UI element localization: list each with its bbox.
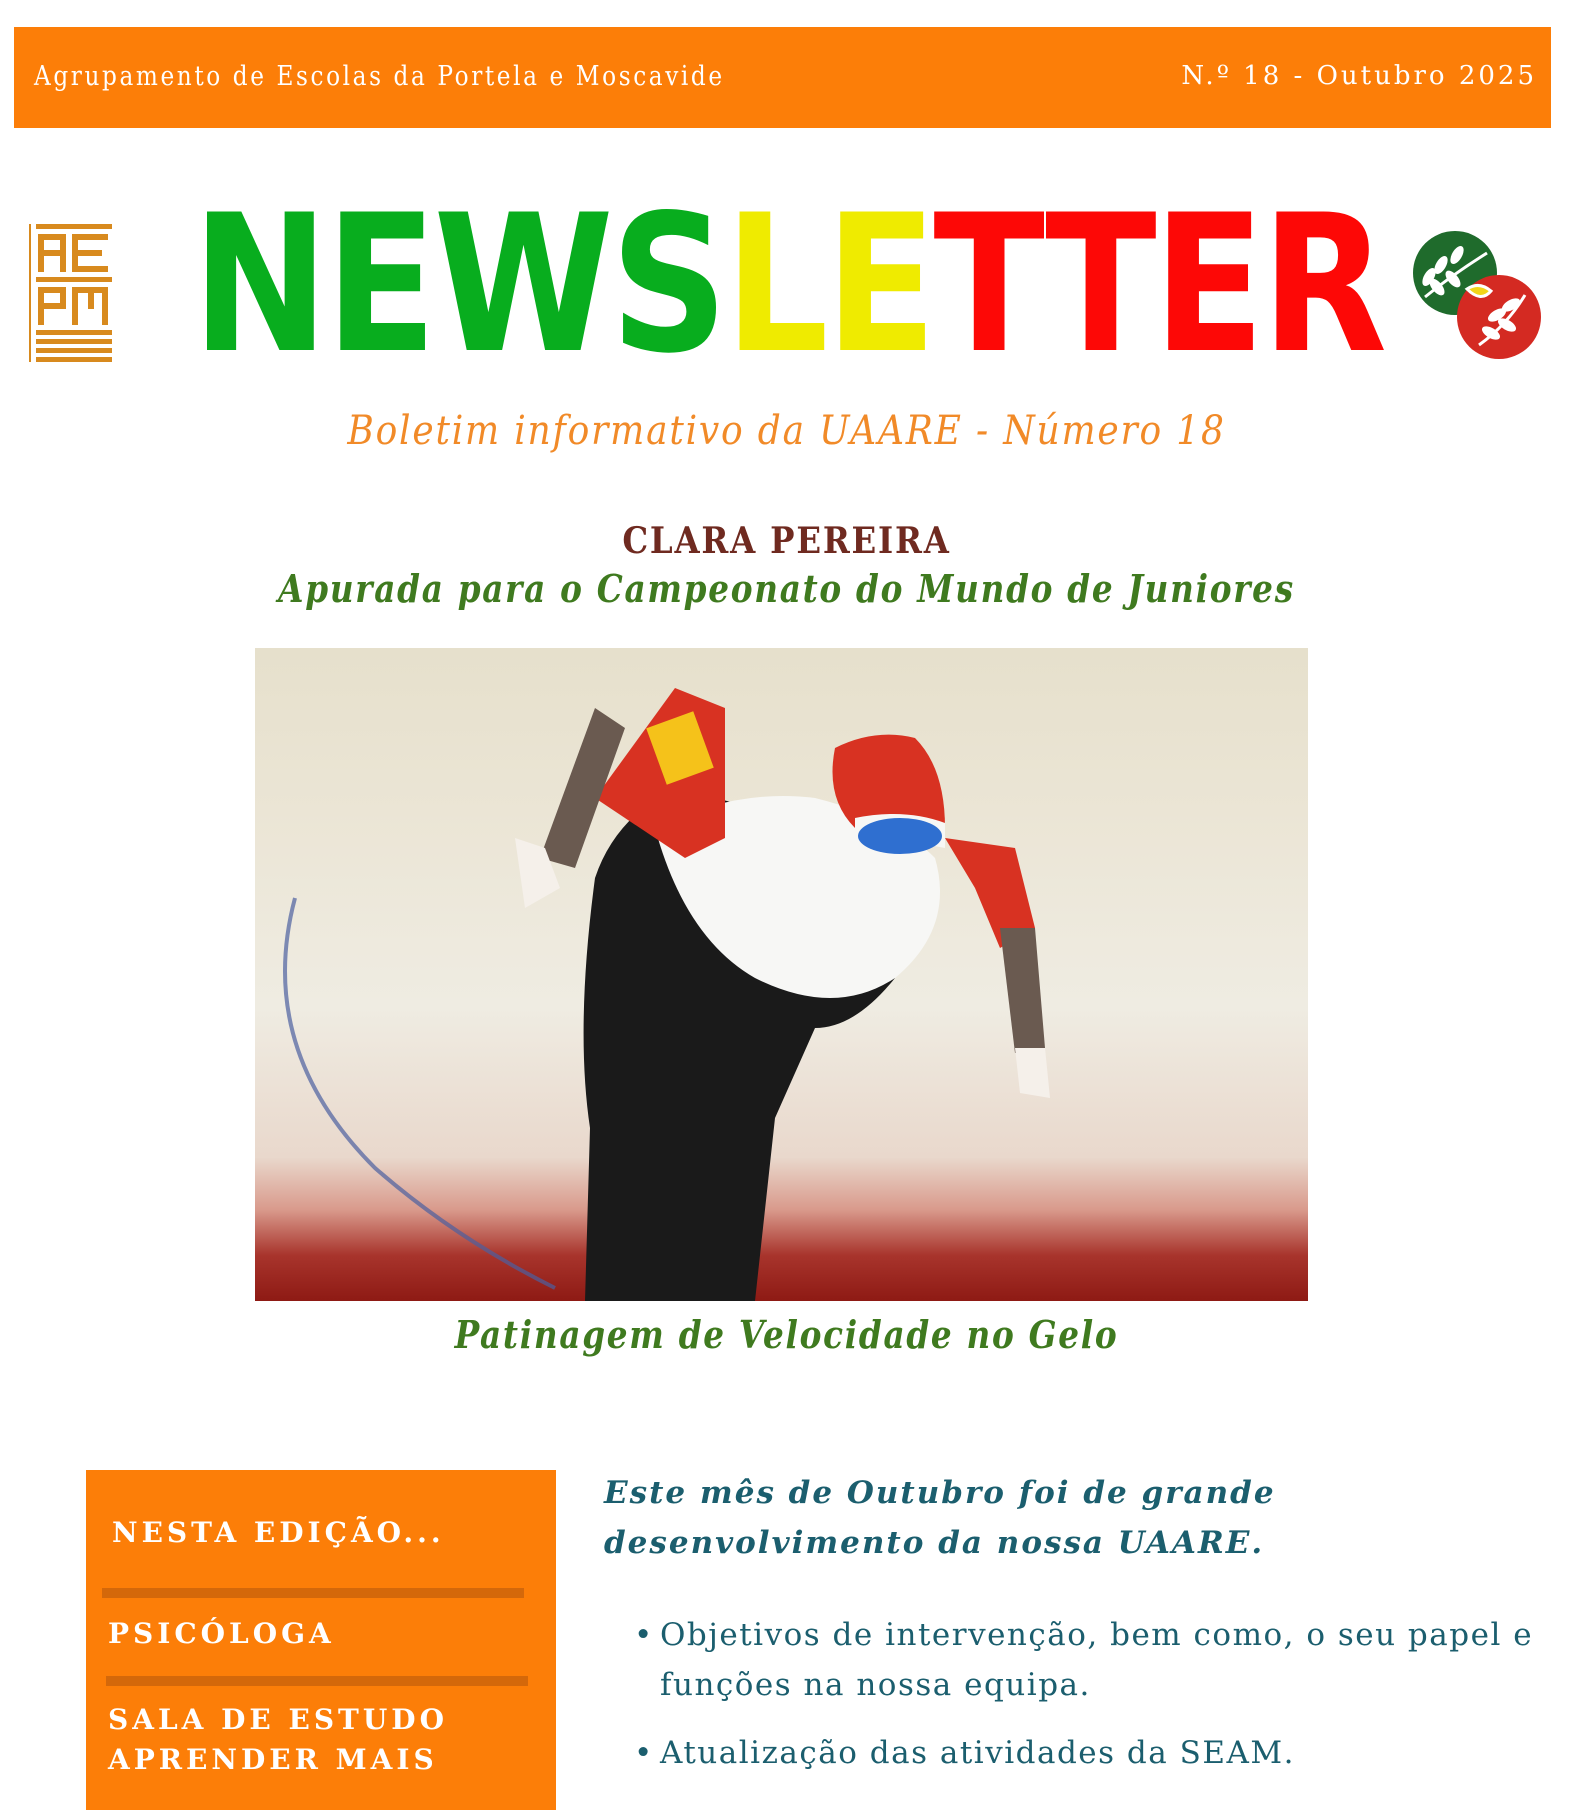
toc-divider bbox=[106, 1676, 528, 1686]
masthead-letter: E bbox=[825, 174, 934, 395]
list-item: • Objetivos de intervenção, bem como, o seu papel e funções na nossa equipa. bbox=[634, 1610, 1534, 1710]
masthead-letter: S bbox=[610, 174, 725, 395]
photo-caption: Patinagem de Velocidade no Gelo bbox=[454, 1312, 1119, 1357]
newsletter-subtitle: Boletim informativo da UAARE - Número 18 bbox=[347, 408, 1226, 454]
toc-title: NESTA EDIÇÃO... bbox=[112, 1516, 445, 1549]
issue-number: N.º 18 - Outubro 2025 bbox=[1181, 61, 1537, 91]
masthead-letter: L bbox=[724, 174, 826, 395]
toc-item-label-line1: SALA DE ESTUDO bbox=[108, 1703, 448, 1736]
feature-name: CLARA PEREIRA bbox=[622, 520, 951, 562]
aepm-logo-icon bbox=[28, 222, 114, 368]
school-name: Agrupamento de Escolas da Portela e Moscavide bbox=[34, 61, 725, 92]
highlights-list bbox=[634, 1610, 1534, 1796]
toc-item-psicologa[interactable]: PSICÓLOGA bbox=[108, 1617, 335, 1650]
toc-item-label-line2: APRENDER MAIS bbox=[108, 1743, 438, 1776]
masthead-letter: N bbox=[192, 174, 326, 395]
masthead-letter: T bbox=[1045, 174, 1154, 395]
masthead-letter: R bbox=[1261, 174, 1384, 395]
in-this-edition-panel bbox=[86, 1470, 556, 1810]
speed-skater-photo bbox=[255, 648, 1308, 1301]
newsletter-masthead bbox=[192, 174, 1384, 395]
header-bar bbox=[14, 27, 1551, 128]
uaare-leaves-logo-icon bbox=[1407, 225, 1547, 365]
list-item: • Atualização das atividades da SEAM. bbox=[634, 1728, 1534, 1778]
toc-item-sala-de-estudo[interactable] bbox=[108, 1700, 448, 1780]
masthead-letter: E bbox=[1153, 174, 1262, 395]
toc-divider bbox=[102, 1588, 524, 1598]
masthead-letter: W bbox=[433, 174, 611, 395]
masthead-letter: E bbox=[325, 174, 434, 395]
feature-headline: Apurada para o Campeonato do Mundo de Juniores bbox=[278, 566, 1295, 611]
intro-paragraph: Este mês de Outubro foi de grande desenvolvimento da nossa UAARE. bbox=[604, 1475, 1276, 1561]
masthead-letter: T bbox=[933, 174, 1046, 395]
